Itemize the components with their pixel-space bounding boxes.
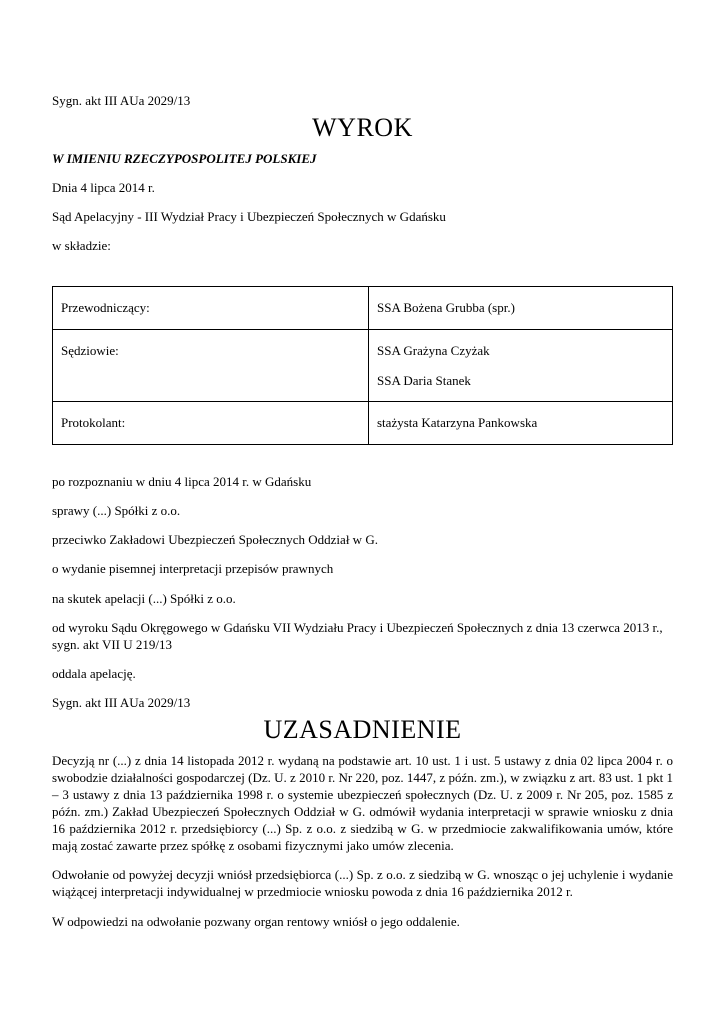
judges-label: Sędziowie:	[53, 330, 369, 402]
case-reference: Sygn. akt III AUa 2029/13	[52, 695, 191, 710]
clerk-value: stażysta Katarzyna Pankowska	[369, 402, 673, 445]
justification-paragraph: W odpowiedzi na odwołanie pozwany organ rentowy wniósł o jego oddalenie.	[52, 914, 460, 929]
verdict-line: po rozpoznaniu w dniu 4 lipca 2014 r. w Gdańsku	[52, 474, 312, 489]
judges-value	[369, 330, 673, 402]
verdict-line: przeciwko Zakładowi Ubezpieczeń Społecznych Oddział w G.	[52, 532, 378, 547]
court-name: Sąd Apelacyjny - III Wydział Pracy i Ubezpieczeń Społecznych w Gdańsku	[52, 209, 446, 224]
verdict-date: Dnia 4 lipca 2014 r.	[52, 180, 155, 195]
case-reference: Sygn. akt III AUa 2029/13	[52, 93, 191, 108]
table-row	[53, 287, 673, 330]
table-row	[53, 330, 673, 402]
verdict-line: na skutek apelacji (...) Spółki z o.o.	[52, 591, 236, 606]
verdict-line: o wydanie pisemnej interpretacji przepisów prawnych	[52, 561, 334, 576]
justification-paragraph: Odwołanie od powyżej decyzji wniósł przedsiębiorca (...) Sp. z o.o. z siedzibą w G. wnosząc o jej uchylenie i wydanie wiążącej interpretacji indywidualnej w przedmiocie wniosku powoda z dnia 16 października 2012 r.	[52, 867, 673, 899]
verdict-title: WYROK	[312, 113, 413, 142]
judge-name: SSA Daria Stanek	[377, 373, 471, 388]
verdict-line: sygn. akt VII U 219/13	[52, 637, 173, 652]
justification-paragraph: Decyzją nr (...) z dnia 14 listopada 2012 r. wydaną na podstawie art. 10 ust. 1 i ust. 5 ustawy z dnia 02 lipca 2004 r. o swobodzie działalności gospodarczej (Dz. U. z 2010 r. Nr 220, poz. 1447, z późn. zm.), w związku z art. 83 ust. 1 pkt 1 – 3 ustawy z dnia 13 października 1998 r. o systemie ubezpieczeń społecznych (Dz. U. z 2009 r. Nr 205, poz. 1585 z późn. zm.) Zakład Ubezpieczeń Społecznych Oddział w G. odmówił wydania interpretacji w sprawie wniosku z dnia 16 października 2012 r. przedsiębiorcy (...) Sp. z o.o. z siedzibą w G. w przedmiocie zakwalifikowania umów, które mają zostać zawarte przez spółkę z osobami fizycznymi jako umów zlecenia.	[52, 753, 673, 853]
chair-label: Przewodniczący:	[53, 287, 369, 330]
judge-name: SSA Grażyna Czyżak	[377, 343, 490, 358]
clerk-label: Protokolant:	[53, 402, 369, 445]
chair-value: SSA Bożena Grubba (spr.)	[369, 287, 673, 330]
justification-title: UZASADNIENIE	[263, 715, 462, 744]
verdict-subtitle: W IMIENIU RZECZYPOSPOLITEJ POLSKIEJ	[52, 151, 317, 166]
verdict-decision: oddala apelację.	[52, 666, 136, 681]
composition-table	[52, 286, 673, 445]
composition-label: w składzie:	[52, 238, 111, 253]
table-row	[53, 402, 673, 445]
verdict-line: od wyroku Sądu Okręgowego w Gdańsku VII Wydziału Pracy i Ubezpieczeń Społecznych z dnia 13 czerwca 2013 r.,	[52, 620, 663, 635]
verdict-line: sprawy (...) Spółki z o.o.	[52, 503, 181, 518]
